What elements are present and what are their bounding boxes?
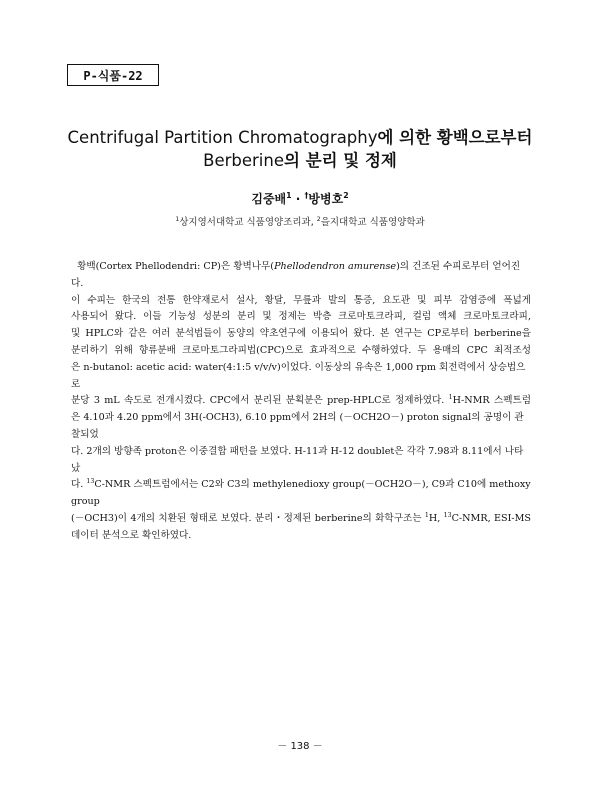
abstract-text: H, xyxy=(428,512,444,524)
abstract-line: 및 HPLC와 같은 여러 분석법들이 동양의 약초연구에 이용되어 왔다. 본 연구는 CP로부터 berberine을 xyxy=(71,328,531,340)
abstract-line xyxy=(71,511,531,528)
abstract-text: (－OCH3)이 4개의 치환된 형태로 보였다. 분리・정제된 berberine의 화학구조는 xyxy=(71,512,425,524)
affil-2-mark: 2 xyxy=(316,215,321,223)
author-1: 김중배 xyxy=(251,192,287,206)
author-list xyxy=(40,190,560,207)
title-line2-korean: 의 분리 및 정제 xyxy=(283,151,397,170)
title-line-1 xyxy=(68,128,533,147)
abstract-line xyxy=(71,259,531,293)
page-number: － 138 － xyxy=(277,741,323,752)
abstract-line: 사용되어 왔다. 이들 기능성 성분의 분리 및 정제는 박층 크로마토크라피, 컬럼 액체 크로마토크라피, xyxy=(71,311,531,323)
affiliations xyxy=(40,214,560,228)
abstract-line: 다. 2개의 방향족 proton은 이중결합 패턴을 보였다. H-11과 H-12 doublet은 각각 7.98과 8.11에서 나타났 xyxy=(71,445,524,474)
author-1-affil-mark: 1 xyxy=(286,191,292,200)
author-2: 방병호 xyxy=(308,192,344,206)
abstract-line: 데이터 분석으로 확인하였다. xyxy=(71,529,192,541)
abstract-line: 이 수피는 한국의 전통 한약재로서 설사, 황달, 무릎과 발의 통증, 요도관 및 피부 감염증에 폭넓게 xyxy=(71,294,531,306)
title-line1-latin: Centrifugal Partition Chromatography xyxy=(67,128,378,147)
abstract-line: 은 n-butanol: acetic acid: water(4:1:5 v/v/v)이었다. 이동상의 유속은 1,000 rpm 회전력에서 상승법으로 xyxy=(71,361,526,390)
affil-2: 을지대학교 식품영양학과 xyxy=(320,217,425,228)
session-tag: P-식품-22 xyxy=(67,64,159,86)
abstract-line xyxy=(71,393,531,410)
abstract-text: )의 건조된 수피로부터 얻어진다. xyxy=(71,261,521,289)
abstract-line: 은 4.10과 4.20 ppm에서 3H(-OCH3), 6.10 ppm에서 2H의 (－OCH2O－) proton signal의 공명이 관찰되었 xyxy=(71,412,524,440)
isotope-mark: 13 xyxy=(443,511,452,519)
affil-1-mark: 1 xyxy=(175,215,180,223)
abstract-text: H-NMR 스펙트럼 xyxy=(452,395,532,407)
title-line-2 xyxy=(203,151,397,170)
isotope-mark: 13 xyxy=(86,478,95,486)
abstract-text: C-NMR 스펙트럼에서는 C2와 C3의 methylenedioxy group(－OCH2O－), C9과 C10에 methoxy group xyxy=(71,479,531,508)
abstract-text: 황백(Cortex Phellodendri: CP)은 황벽나무( xyxy=(77,261,275,272)
affil-1: 상지영서대학교 식품영양조리과, xyxy=(179,217,317,228)
abstract-body xyxy=(71,259,531,545)
abstract-text: C-NMR, ESI-MS xyxy=(451,512,531,524)
title-line2-latin: Berberine xyxy=(203,151,284,170)
corresponding-mark: † xyxy=(304,191,309,200)
species-name: Phellodendron amurense xyxy=(274,261,397,272)
abstract-text: 다. xyxy=(71,479,87,491)
abstract-text: 분당 3 mL 속도로 전개시켰다. CPC에서 분리된 분획분은 prep-HPLC로 정제하였다. xyxy=(71,395,449,407)
isotope-mark: 1 xyxy=(424,511,429,519)
title-line1-korean: 에 의한 황백으로부터 xyxy=(377,128,533,147)
isotope-mark: 1 xyxy=(448,394,453,402)
abstract-line: 분리하기 위해 향류분배 크로마토그라피법(CPC)으로 효과적으로 수행하였다. 두 용매의 CPC 최적조성 xyxy=(71,344,531,356)
paper-title xyxy=(40,126,560,172)
author-2-affil-mark: 2 xyxy=(343,191,349,200)
abstract-line xyxy=(71,477,531,511)
author-separator: · xyxy=(291,192,305,206)
